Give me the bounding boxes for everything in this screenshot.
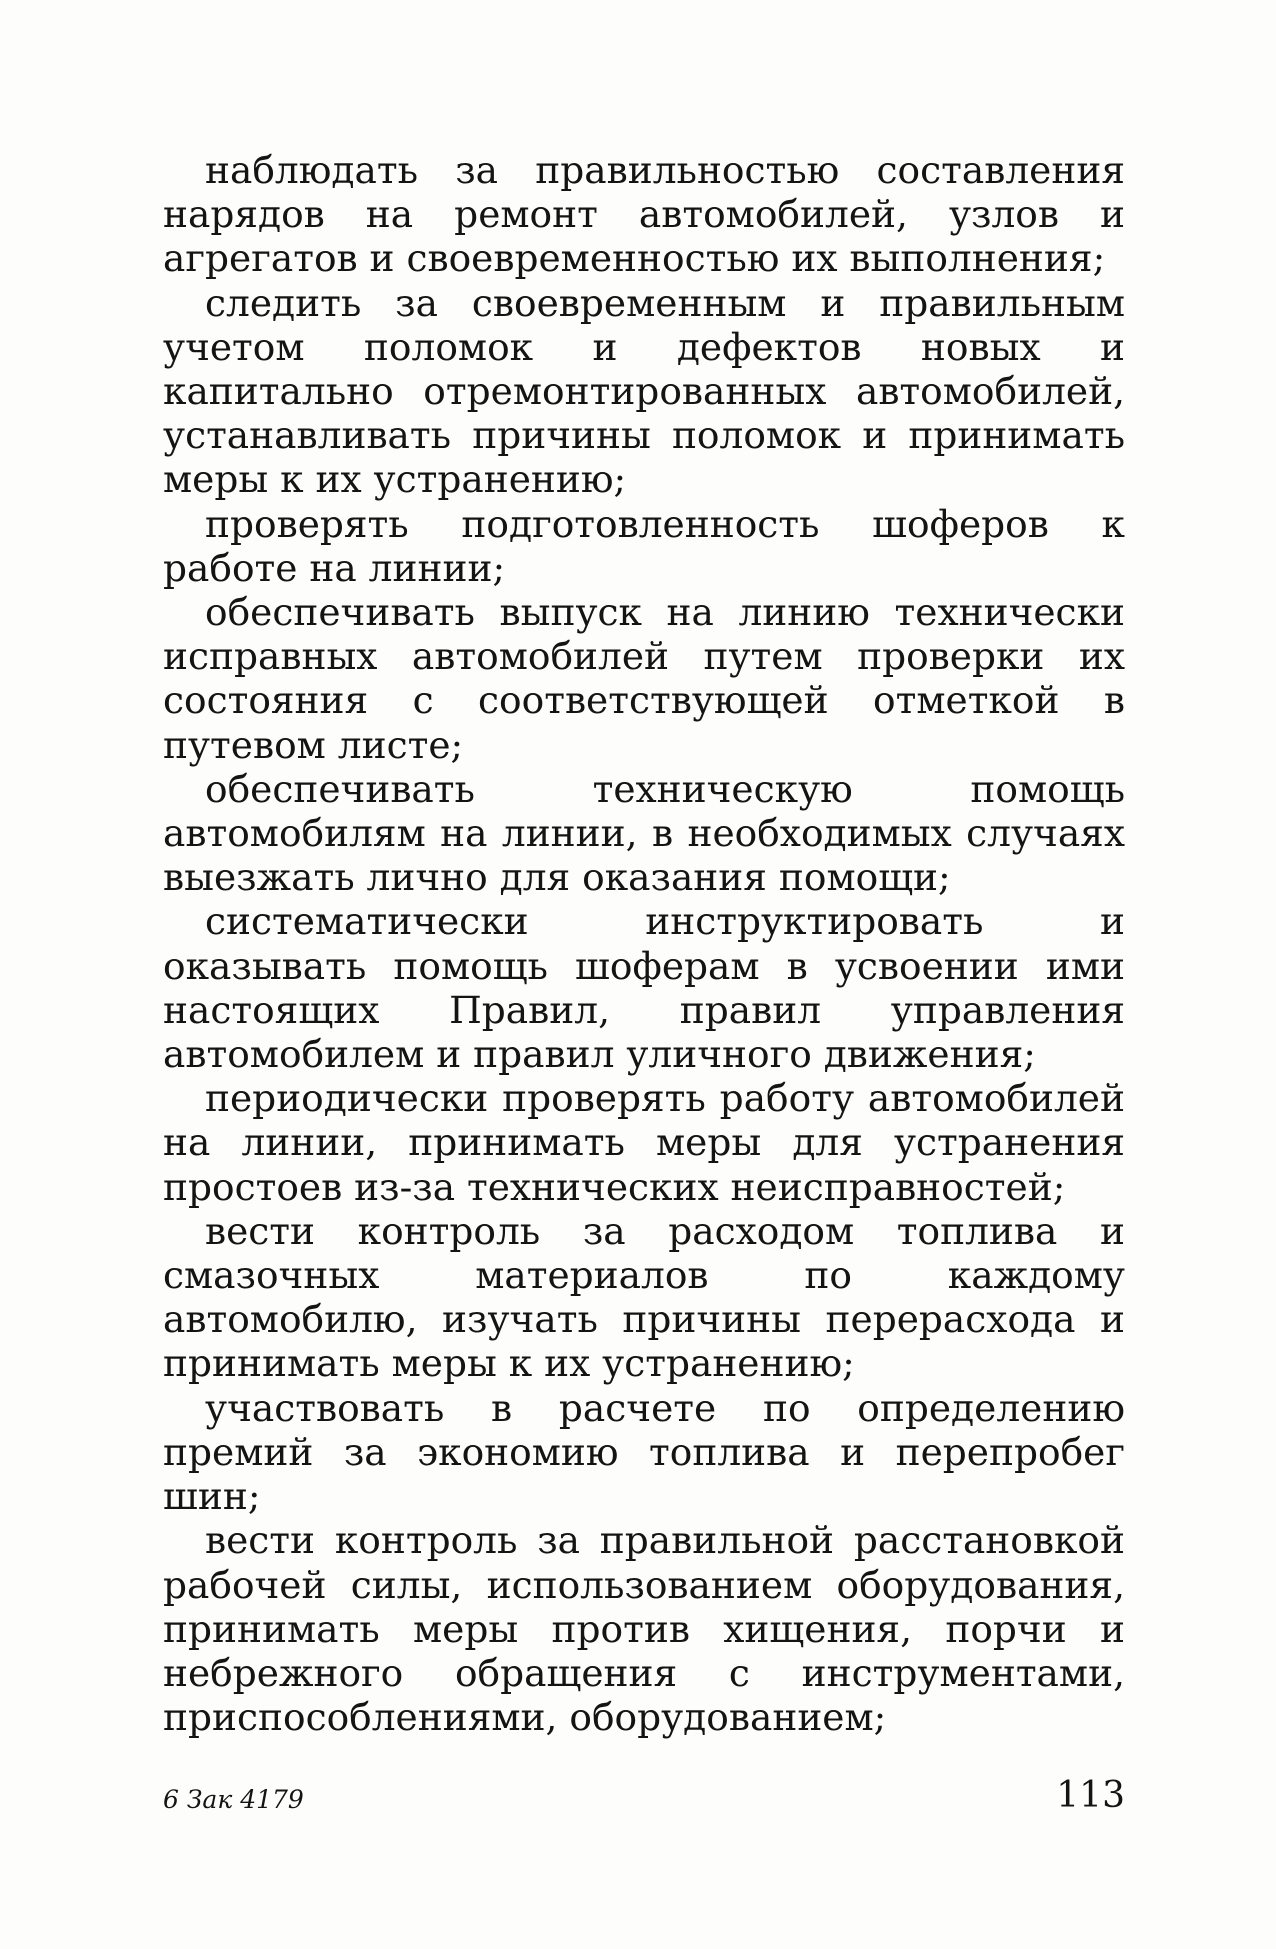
page-footer	[163, 1775, 1125, 1819]
paragraph: периодически проверять работу автомобилей на линии, принимать меры для устранения простоев из-за технических неисправностей;	[163, 1076, 1125, 1209]
paragraph: наблюдать за правильностью составления нарядов на ремонт автомобилей, узлов и агрегатов и своевременностью их выполнения;	[163, 148, 1125, 281]
paragraph: следить за своевременным и правильным учетом поломок и дефектов новых и капитально отремонтированных автомобилей, устанавливать причины поломок и принимать меры к их устранению;	[163, 280, 1125, 502]
page-number: 113	[1056, 1775, 1125, 1816]
paragraph: участвовать в расчете по определению премий за экономию топлива и перепробег шин;	[163, 1385, 1125, 1519]
paragraph: вести контроль за расходом топлива и смазочных материалов по каждому автомобилю, изучать причины перерасхода и принимать меры к их устранению;	[163, 1208, 1125, 1386]
paragraph: обеспечивать выпуск на линию технически исправных автомобилей путем проверки их состояния с соответствующей отметкой в путевом листе;	[163, 590, 1125, 767]
paragraph: обеспечивать техническую помощь автомобилям на линии, в необходимых случаях выезжать лично для оказания помощи;	[163, 766, 1125, 900]
printer-signature: 6 Зак 4179	[163, 1785, 304, 1814]
paragraph: систематически инструктировать и оказывать помощь шоферам в усвоении ими настоящих Правил, правил управления автомобилем и правил уличного движения;	[163, 899, 1125, 1077]
paragraph: проверять подготовленность шоферов к работе на линии;	[163, 501, 1125, 590]
paragraph: вести контроль за правильной расстановкой рабочей силы, использованием оборудования, принимать меры против хищения, порчи и небрежного обращения с инструментами, приспособлениями, оборудованием;	[163, 1518, 1125, 1740]
body-text	[163, 148, 1125, 1739]
